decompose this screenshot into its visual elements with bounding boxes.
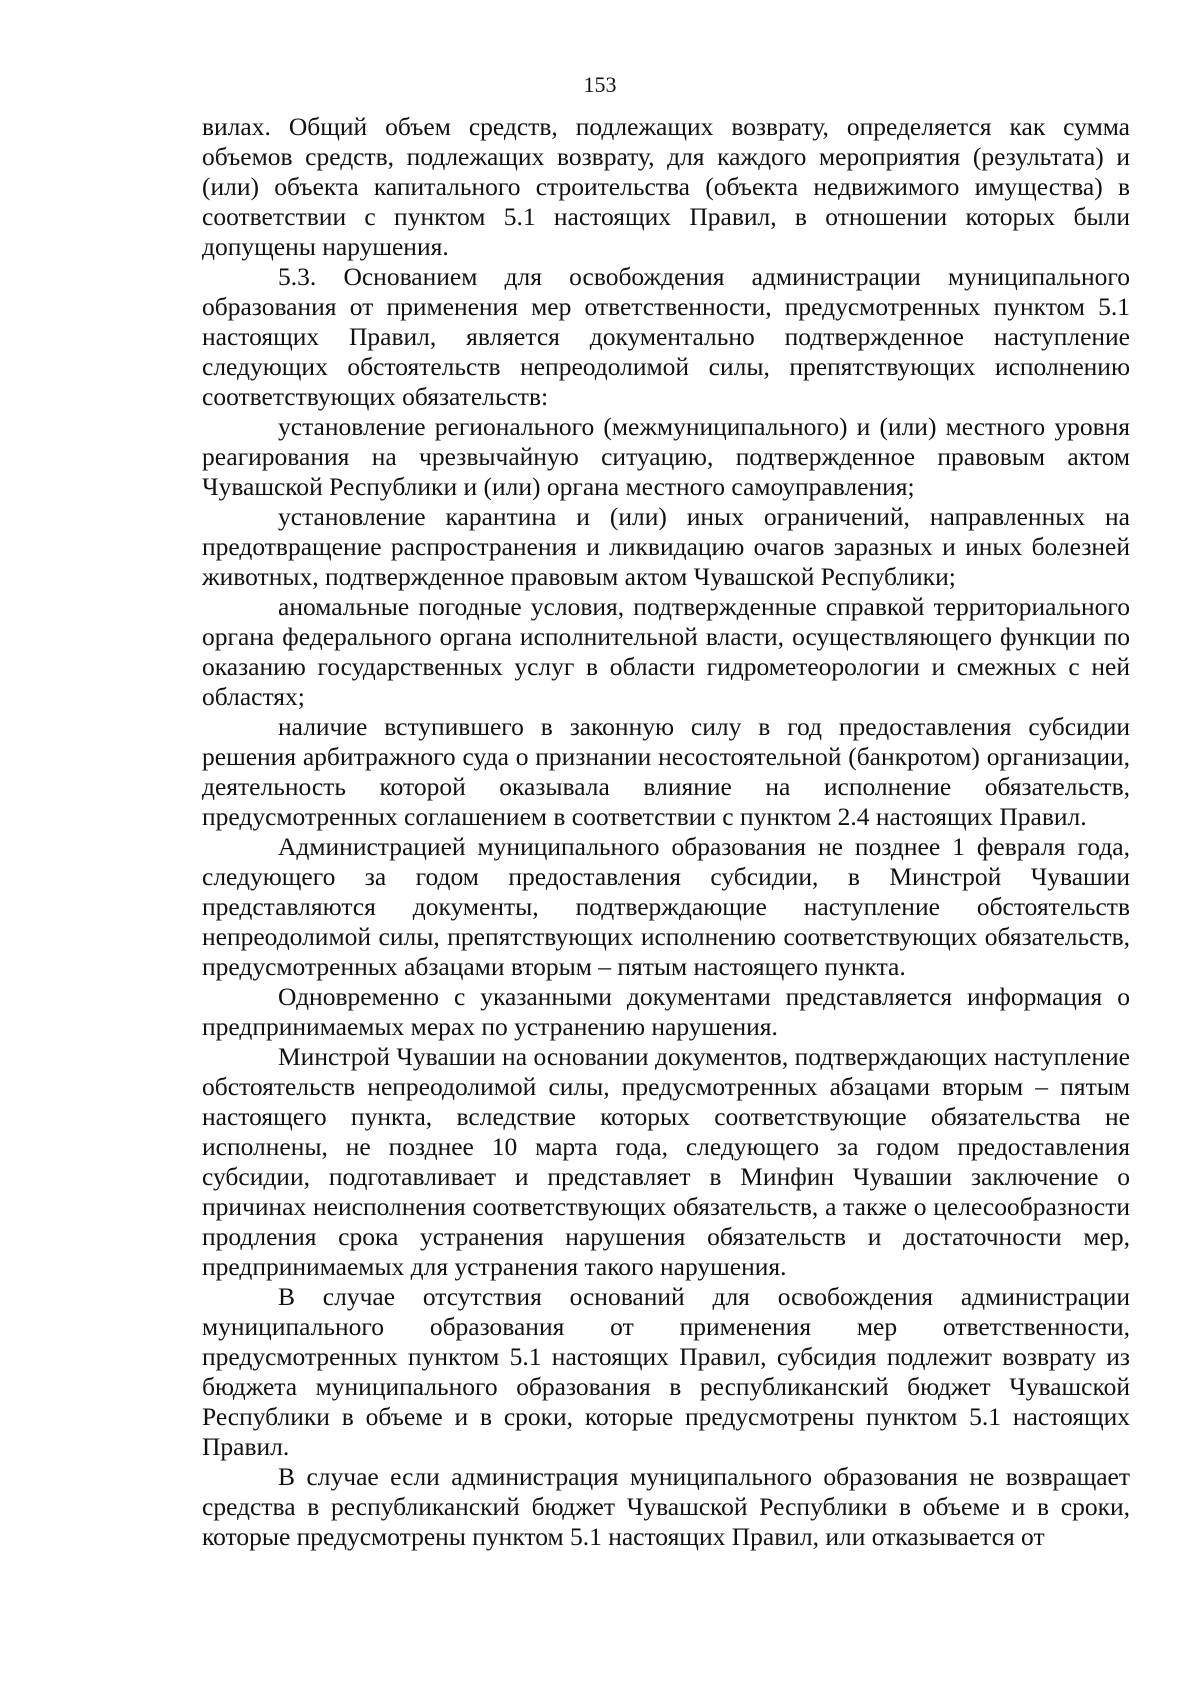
paragraph-weather-conditions: аномальные погодные условия, подтвержденные справкой территориального органа федерального органа исполнительной власти, осуществляющего функции по оказанию государственных услуг в области гидрометеорологии и смежных с ней областях; xyxy=(202,592,1130,711)
paragraph-continuation: вилах. Общий объем средств, подлежащих возврату, определяется как сумма объемов средств, подлежащих возврату, для каждого мероприятия (результата) и (или) объекта капитального строительства (объекта недвижимого имущества) в соответствии с пунктом 5.1 настоящих Правил, в отношении которых были допущены нарушения. xyxy=(202,112,1130,261)
paragraph-quarantine: установление карантина и (или) иных ограничений, направленных на предотвращение распространения и ликвидацию очагов заразных и иных болезней животных, подтвержденное правовым актом Чувашской Республики; xyxy=(202,502,1130,591)
paragraph-bankruptcy: наличие вступившего в законную силу в год предоставления субсидии решения арбитражного суда о признании несостоятельной (банкротом) организации, деятельность которой оказывала влияние на исполнение обязательств, предусмотренных соглашением в соответствии с пунктом 2.4 настоящих Правил. xyxy=(202,712,1130,831)
paragraph-minstroy-conclusion: Минстрой Чувашии на основании документов, подтверждающих наступление обстоятельств непреодолимой силы, предусмотренных абзацами вторым – пятым настоящего пункта, вследствие которых соответствующие обязательства не исполнены, не позднее 10 марта года, следующего за годом предоставления субсидии, подготавливает и представляет в Минфин Чувашии заключение о причинах неисполнения соответствующих обязательств, а также о целесообразности продления срока устранения нарушения обязательств и достаточности мер, предпринимаемых для устранения такого нарушения. xyxy=(202,1042,1130,1281)
paragraph-non-return: В случае если администрация муниципального образования не возвращает средства в республиканский бюджет Чувашской Республики в объеме и в сроки, которые предусмотрены пунктом 5.1 настоящих Правил, или отказывается от xyxy=(202,1462,1130,1551)
body-text xyxy=(202,112,1130,1552)
paragraph-clause-5-3: 5.3. Основанием для освобождения администрации муниципального образования от применения мер ответственности, предусмотренных пунктом 5.1 настоящих Правил, является документально подтвержденное наступление следующих обстоятельств непреодолимой силы, препятствующих исполнению соответствующих обязательств: xyxy=(202,262,1130,411)
paragraph-subsidy-return: В случае отсутствия оснований для освобождения администрации муниципального образования от применения мер ответственности, предусмотренных пунктом 5.1 настоящих Правил, субсидия подлежит возврату из бюджета муниципального образования в республиканский бюджет Чувашской Республики в объеме и в сроки, которые предусмотрены пунктом 5.1 настоящих Правил. xyxy=(202,1282,1130,1461)
paragraph-measures-information: Одновременно с указанными документами представляется информация о предпринимаемых мерах по устранению нарушения. xyxy=(202,982,1130,1041)
page-number: 153 xyxy=(583,72,617,97)
paragraph-documents-submission: Администрацией муниципального образования не позднее 1 февраля года, следующего за годом предоставления субсидии, в Минстрой Чувашии представляются документы, подтверждающие наступление обстоятельств непреодолимой силы, препятствующих исполнению соответствующих обязательств, предусмотренных абзацами вторым – пятым настоящего пункта. xyxy=(202,832,1130,981)
paragraph-emergency-response: установление регионального (межмуниципального) и (или) местного уровня реагирования на чрезвычайную ситуацию, подтвержденное правовым актом Чувашской Республики и (или) органа местного самоуправления; xyxy=(202,412,1130,501)
